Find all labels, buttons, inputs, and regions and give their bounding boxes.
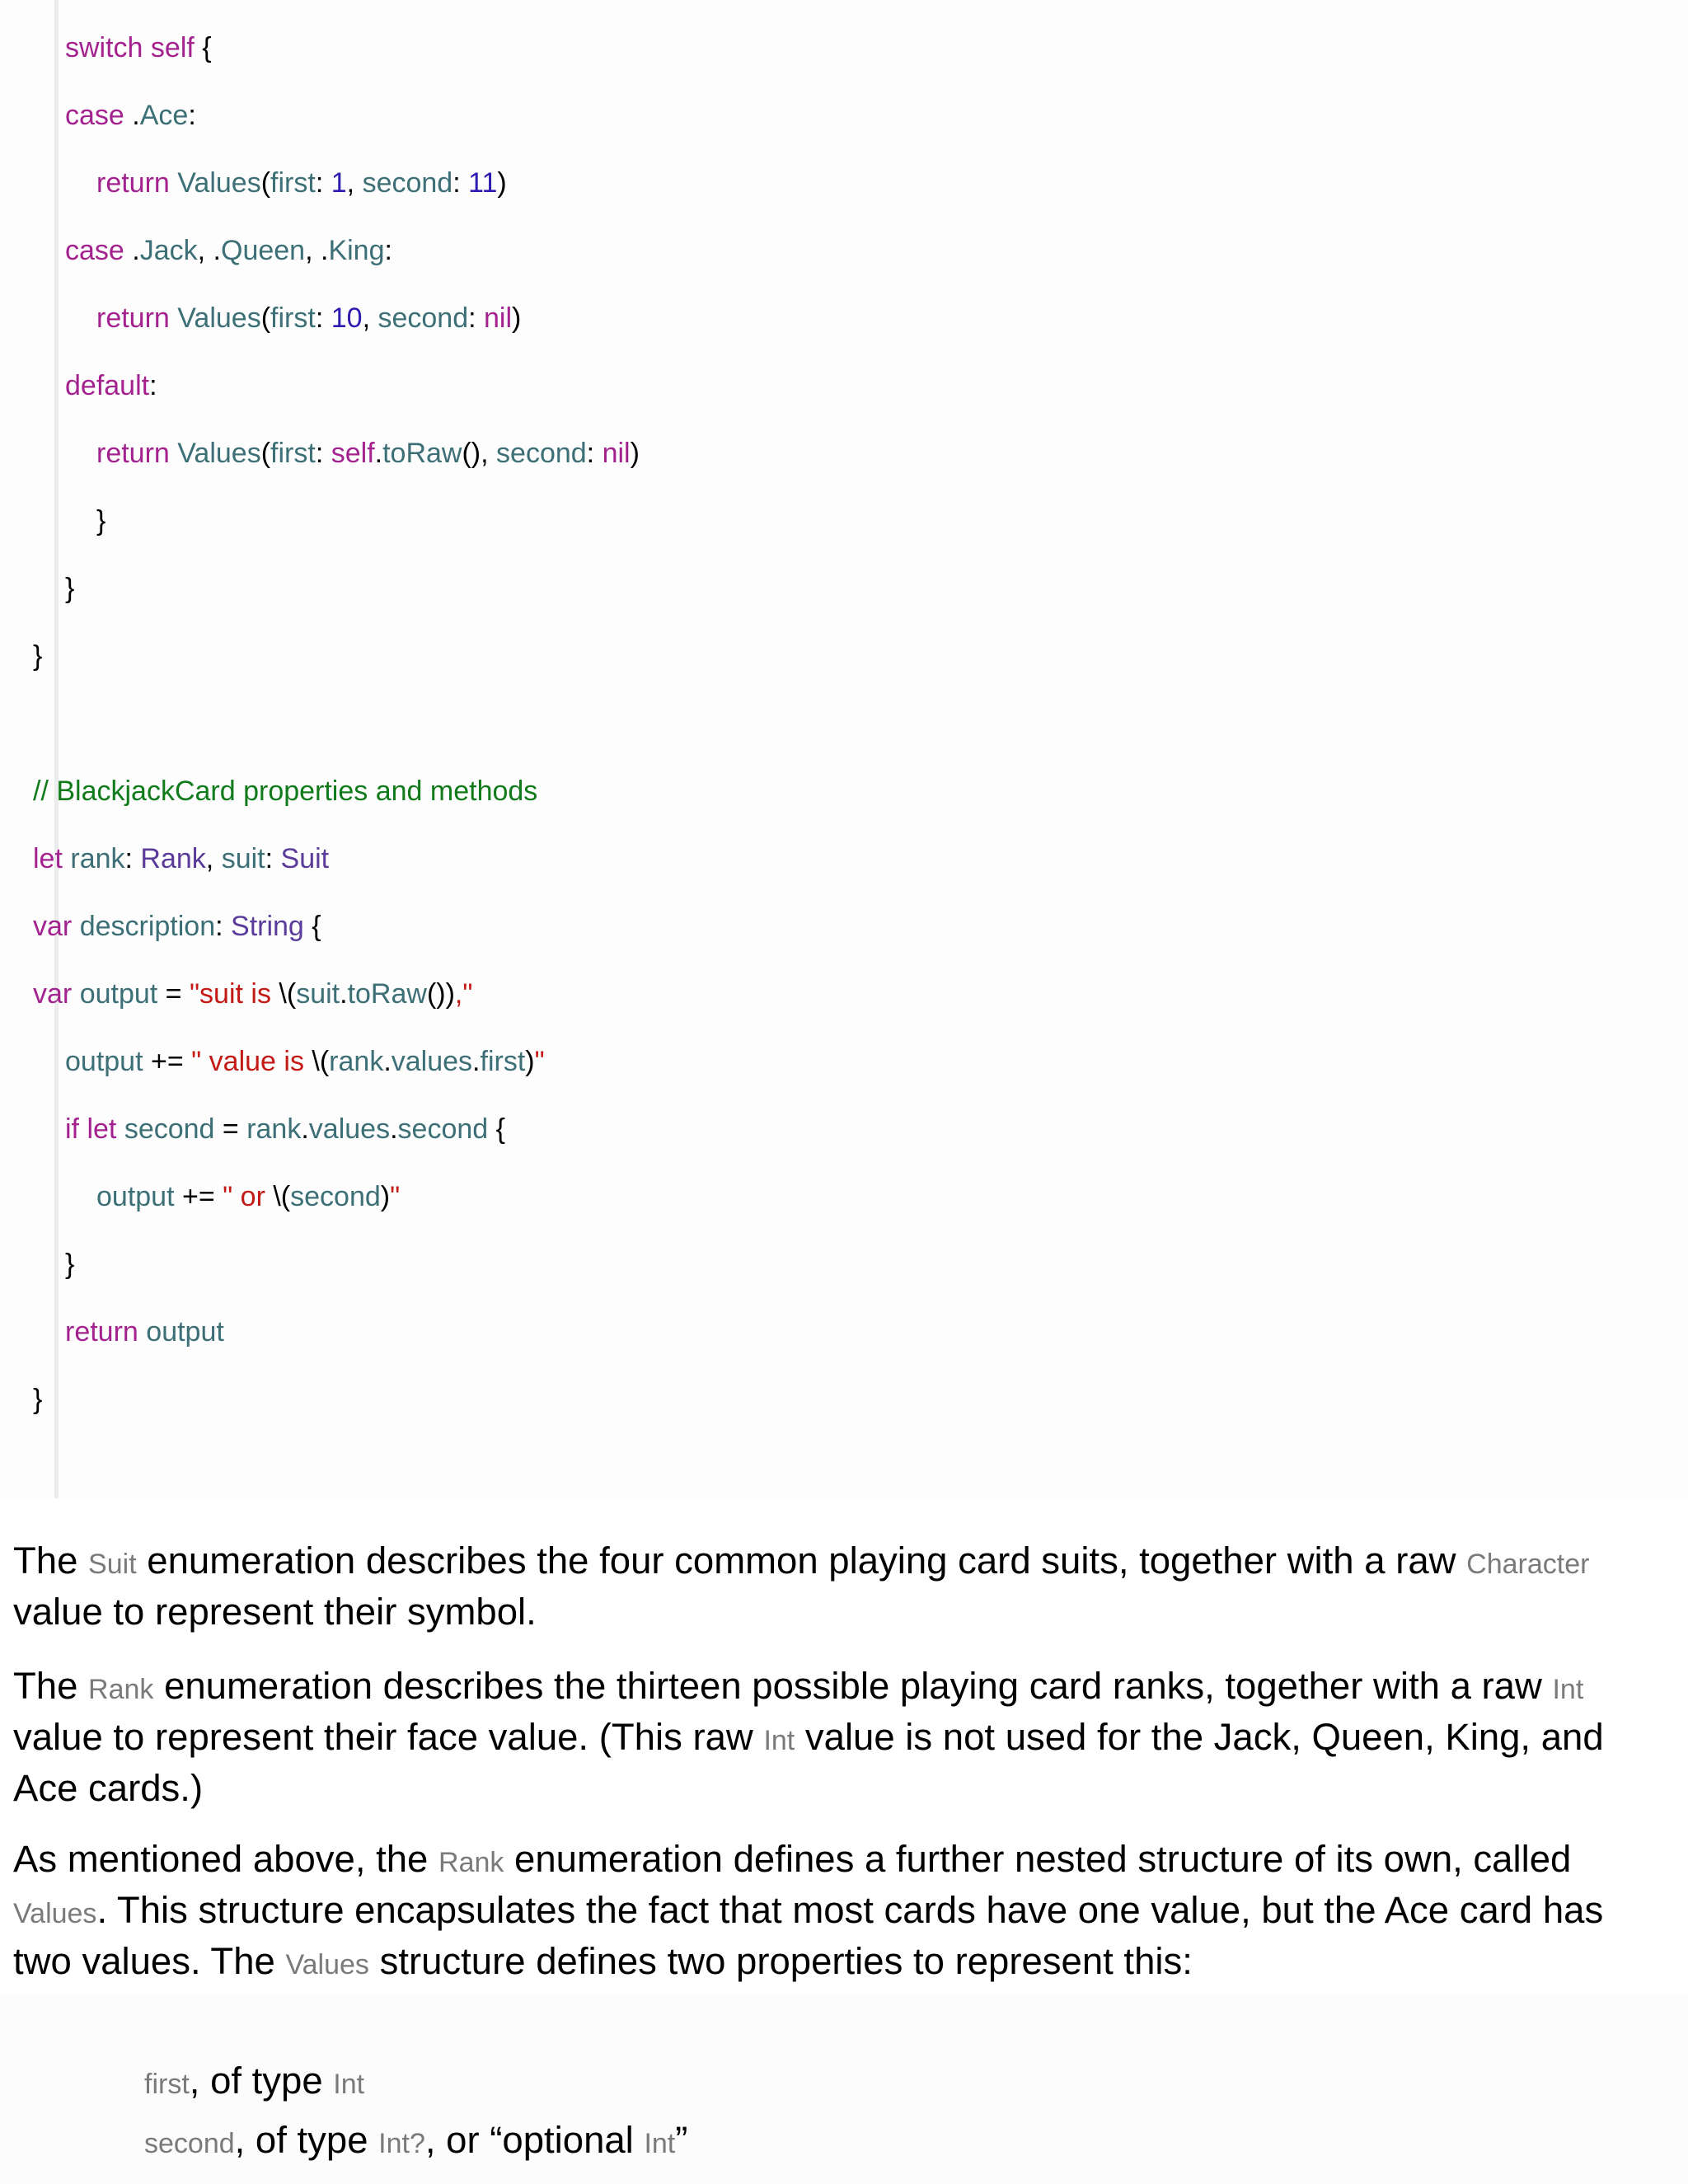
code-line: default: [65,370,157,401]
code-line: var output = "suit is \(suit.toRaw())," [33,978,473,1010]
code-line: } [65,1249,75,1280]
code-line: output += " value is \(rank.values.first)" [65,1046,545,1077]
code-line: output += " or \(second)" [96,1181,401,1212]
code-line: } [33,1384,43,1415]
paragraph-values: As mentioned above, the Rank enumeration defines a further nested structure of its own, called Values. This structure encapsulates the fact that most cards have one value, but the Ace card has two values. The Values structure defines two properties to represent this: [13,1838,1604,1982]
list-item-second: second, of type Int?, or “optional Int” [144,2119,688,2161]
list-item-first: first, of type Int [144,2060,365,2102]
code-line: // BlackjackCard properties and methods [33,776,538,807]
code-line: return Values(first: 1, second: 11) [96,167,507,199]
code-gutter [54,0,59,1498]
properties-list [0,1994,1688,2184]
code-line: return Values(first: 10, second: nil) [96,302,522,334]
code-line: case .Ace: [65,100,196,131]
code-line: } [33,640,43,672]
code-line: switch self { [65,32,212,63]
code-line: let rank: Rank, suit: Suit [33,843,330,874]
code-line: if let second = rank.values.second { [65,1113,505,1145]
code-line: } [65,573,75,604]
code-line: return output [65,1316,224,1347]
code-line: } [96,505,106,537]
code-line: return Values(first: self.toRaw(), second: nil) [96,438,640,469]
paragraph-rank: The Rank enumeration describes the thirteen possible playing card ranks, together with a raw Int value to represent their face value. (This raw Int value is not used for the Jack, Queen, King, and Ace cards.) [13,1665,1604,1809]
paragraph-suit: The Suit enumeration describes the four common playing card suits, together with a raw Character value to represent their symbol. [13,1540,1590,1633]
code-line: var description: String { [33,911,321,942]
code-line: case .Jack, .Queen, .King: [65,235,392,266]
